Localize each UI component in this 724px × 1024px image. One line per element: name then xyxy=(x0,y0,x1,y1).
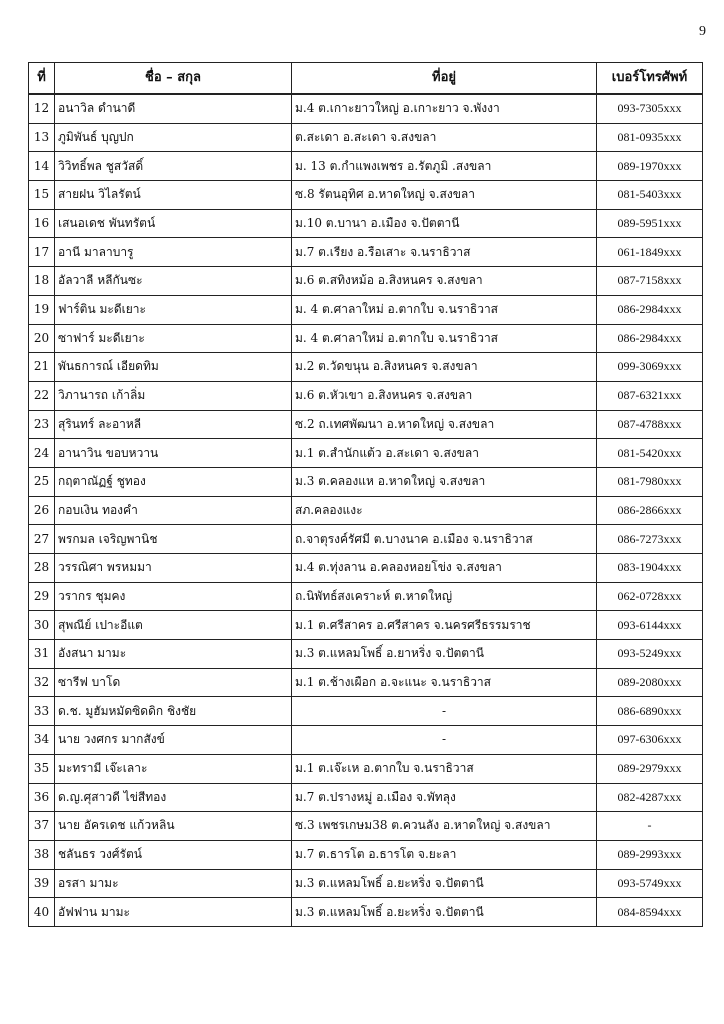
row-phone: 087-7158xxx xyxy=(597,267,703,296)
table-row xyxy=(29,840,703,869)
table-row xyxy=(29,238,703,267)
row-number: 33 xyxy=(29,697,55,726)
row-number: 26 xyxy=(29,496,55,525)
row-name: อัฟฟาน มามะ xyxy=(55,898,292,927)
row-phone: 089-5951xxx xyxy=(597,209,703,238)
row-name: นาย อัครเดช แก้วหลิน xyxy=(55,812,292,841)
row-address: สภ.คลองแงะ xyxy=(292,496,597,525)
row-address: ม. 4 ต.ศาลาใหม่ อ.ตากใบ จ.นราธิวาส xyxy=(292,324,597,353)
row-name: อัลวาลี หลีกันซะ xyxy=(55,267,292,296)
table-row xyxy=(29,697,703,726)
row-number: 40 xyxy=(29,898,55,927)
row-address: ซ.8 รัตนอุทิศ อ.หาดใหญ่ จ.สงขลา xyxy=(292,181,597,210)
row-phone: 089-2979xxx xyxy=(597,754,703,783)
row-phone: 081-5403xxx xyxy=(597,181,703,210)
table-row xyxy=(29,324,703,353)
row-address: ม.3 ต.คลองแห อ.หาดใหญ่ จ.สงขลา xyxy=(292,467,597,496)
row-name: ซารีฟ บาโด xyxy=(55,668,292,697)
row-name: พรกมล เจริญพานิช xyxy=(55,525,292,554)
row-name: ฟาร์ติน มะดีเยาะ xyxy=(55,295,292,324)
row-number: 16 xyxy=(29,209,55,238)
table-row xyxy=(29,640,703,669)
row-number: 17 xyxy=(29,238,55,267)
row-number: 18 xyxy=(29,267,55,296)
row-number: 32 xyxy=(29,668,55,697)
row-number: 34 xyxy=(29,726,55,755)
table-row xyxy=(29,123,703,152)
table-row xyxy=(29,381,703,410)
row-name: วรากร ชุมคง xyxy=(55,582,292,611)
row-phone: 081-0935xxx xyxy=(597,123,703,152)
table-row xyxy=(29,611,703,640)
row-name: ด.ช. มูฮัมหมัดซิดดิก ชิงชัย xyxy=(55,697,292,726)
row-phone: 081-5420xxx xyxy=(597,439,703,468)
table-row xyxy=(29,439,703,468)
row-address: ม.10 ต.บานา อ.เมือง จ.ปัตตานี xyxy=(292,209,597,238)
row-phone: 082-4287xxx xyxy=(597,783,703,812)
row-name: พันธการณ์ เอียดทิม xyxy=(55,353,292,382)
row-number: 21 xyxy=(29,353,55,382)
row-address: ซ.3 เพชรเกษม38 ต.ควนลัง อ.หาดใหญ่ จ.สงขลา xyxy=(292,812,597,841)
table-row xyxy=(29,94,703,123)
row-address: ม.2 ต.วัดขนุน อ.สิงหนคร จ.สงขลา xyxy=(292,353,597,382)
row-address: ถ.นิพัทธ์สงเคราะห์ ต.หาดใหญ่ xyxy=(292,582,597,611)
row-number: 35 xyxy=(29,754,55,783)
row-name: กอบเงิน ทองคำ xyxy=(55,496,292,525)
contact-table xyxy=(28,62,703,927)
row-number: 15 xyxy=(29,181,55,210)
table-row xyxy=(29,754,703,783)
row-address: ซ.2 ถ.เทศพัฒนา อ.หาดใหญ่ จ.สงขลา xyxy=(292,410,597,439)
row-name: อังสนา มามะ xyxy=(55,640,292,669)
row-phone: 089-1970xxx xyxy=(597,152,703,181)
row-address: ม.7 ต.ปรางหมู่ อ.เมือง จ.พัทลุง xyxy=(292,783,597,812)
column-header-no: ที่ xyxy=(29,63,55,95)
row-phone: 093-5249xxx xyxy=(597,640,703,669)
row-number: 38 xyxy=(29,840,55,869)
row-number: 37 xyxy=(29,812,55,841)
row-number: 27 xyxy=(29,525,55,554)
row-number: 25 xyxy=(29,467,55,496)
table-row xyxy=(29,181,703,210)
row-phone: 093-6144xxx xyxy=(597,611,703,640)
row-name: อนาวิล ดำนาดี xyxy=(55,94,292,123)
row-phone: 089-2080xxx xyxy=(597,668,703,697)
row-address: ม.6 ต.สทิงหม้อ อ.สิงหนคร จ.สงขลา xyxy=(292,267,597,296)
column-header-name: ชื่อ – สกุล xyxy=(55,63,292,95)
row-phone: - xyxy=(597,812,703,841)
table-row xyxy=(29,152,703,181)
row-name: วิวิทธิ์พล ชูสวัสดิ์ xyxy=(55,152,292,181)
row-phone: 083-1904xxx xyxy=(597,554,703,583)
row-name: ชลันธร วงศ์รัตน์ xyxy=(55,840,292,869)
row-phone: 061-1849xxx xyxy=(597,238,703,267)
table-row xyxy=(29,726,703,755)
row-number: 30 xyxy=(29,611,55,640)
column-header-phone: เบอร์โทรศัพท์ xyxy=(597,63,703,95)
row-number: 23 xyxy=(29,410,55,439)
table-row xyxy=(29,295,703,324)
row-number: 22 xyxy=(29,381,55,410)
row-number: 28 xyxy=(29,554,55,583)
table-header-row xyxy=(29,63,703,95)
row-number: 29 xyxy=(29,582,55,611)
table-row xyxy=(29,467,703,496)
row-name: ซาฟาร์ มะดีเยาะ xyxy=(55,324,292,353)
row-address: ม.1 ต.ศรีสาคร อ.ศรีสาคร จ.นครศรีธรรมราช xyxy=(292,611,597,640)
table-row xyxy=(29,898,703,927)
row-phone: 086-2984xxx xyxy=(597,295,703,324)
table-row xyxy=(29,869,703,898)
row-name: อานี มาลาบารู xyxy=(55,238,292,267)
table-body xyxy=(29,94,703,926)
row-address: ม.3 ต.แหลมโพธิ์ อ.ยะหริ่ง จ.ปัตตานี xyxy=(292,898,597,927)
row-number: 13 xyxy=(29,123,55,152)
row-address: ม.1 ต.สำนักแต้ว อ.สะเดา จ.สงขลา xyxy=(292,439,597,468)
page-number: 9 xyxy=(699,24,706,39)
row-phone: 087-4788xxx xyxy=(597,410,703,439)
row-number: 19 xyxy=(29,295,55,324)
row-number: 39 xyxy=(29,869,55,898)
row-number: 14 xyxy=(29,152,55,181)
table-row xyxy=(29,812,703,841)
table-row xyxy=(29,267,703,296)
row-name: สุรินทร์ ละอาหลี xyxy=(55,410,292,439)
row-address: ม.4 ต.ทุ่งลาน อ.คลองหอยโข่ง จ.สงขลา xyxy=(292,554,597,583)
row-address: ม. 13 ต.กำแพงเพชร อ.รัตภูมิ .สงขลา xyxy=(292,152,597,181)
row-number: 20 xyxy=(29,324,55,353)
row-name: นาย วงศกร มากสังข์ xyxy=(55,726,292,755)
row-name: ด.ญ.ศุสาวดี ไข่สีทอง xyxy=(55,783,292,812)
row-address: ม.3 ต.แหลมโพธิ์ อ.ยาหริ่ง จ.ปัตตานี xyxy=(292,640,597,669)
row-address: ม.1 ต.ช้างเผือก อ.จะแนะ จ.นราธิวาส xyxy=(292,668,597,697)
row-phone: 084-8594xxx xyxy=(597,898,703,927)
row-address: ต.สะเดา อ.สะเดา จ.สงขลา xyxy=(292,123,597,152)
table-row xyxy=(29,668,703,697)
table-row xyxy=(29,582,703,611)
row-phone: 086-2866xxx xyxy=(597,496,703,525)
row-phone: 086-2984xxx xyxy=(597,324,703,353)
column-header-address: ที่อยู่ xyxy=(292,63,597,95)
row-phone: 099-3069xxx xyxy=(597,353,703,382)
row-address: ม.4 ต.เกาะยาวใหญ่ อ.เกาะยาว จ.พังงา xyxy=(292,94,597,123)
row-phone: 086-7273xxx xyxy=(597,525,703,554)
row-name: วิภานารถ เก้าลิ่ม xyxy=(55,381,292,410)
table-row xyxy=(29,410,703,439)
row-address: ถ.จาตุรงค์รัศมี ต.บางนาค อ.เมือง จ.นราธิวาส xyxy=(292,525,597,554)
row-phone: 097-6306xxx xyxy=(597,726,703,755)
row-name: มะทรามี เจ๊ะเลาะ xyxy=(55,754,292,783)
row-name: สุพณีย์ เปาะอีแต xyxy=(55,611,292,640)
row-name: เสนอเดช พันทรัตน์ xyxy=(55,209,292,238)
row-address: ม.3 ต.แหลมโพธิ์ อ.ยะหริ่ง จ.ปัตตานี xyxy=(292,869,597,898)
table-row xyxy=(29,496,703,525)
row-address: ม.7 ต.เรียง อ.รือเสาะ จ.นราธิวาส xyxy=(292,238,597,267)
row-phone: 062-0728xxx xyxy=(597,582,703,611)
row-phone: 087-6321xxx xyxy=(597,381,703,410)
table-row xyxy=(29,783,703,812)
table-row xyxy=(29,554,703,583)
table-row xyxy=(29,353,703,382)
row-name: อานาวิน ขอบหวาน xyxy=(55,439,292,468)
row-address: ม.6 ต.หัวเขา อ.สิงหนคร จ.สงขลา xyxy=(292,381,597,410)
row-name: วรรณิศา พรหมมา xyxy=(55,554,292,583)
row-phone: 081-7980xxx xyxy=(597,467,703,496)
row-address: ม.7 ต.ธารโต อ.ธารโต จ.ยะลา xyxy=(292,840,597,869)
row-phone: 093-7305xxx xyxy=(597,94,703,123)
row-name: ภูมิพันธ์ บุญปก xyxy=(55,123,292,152)
row-number: 24 xyxy=(29,439,55,468)
row-name: สายฝน วิไลรัตน์ xyxy=(55,181,292,210)
row-name: กฤตาณัฏฐ์ ชูทอง xyxy=(55,467,292,496)
table-row xyxy=(29,209,703,238)
row-phone: 086-6890xxx xyxy=(597,697,703,726)
row-number: 31 xyxy=(29,640,55,669)
table-row xyxy=(29,525,703,554)
row-phone: 089-2993xxx xyxy=(597,840,703,869)
row-address: - xyxy=(292,697,597,726)
row-number: 36 xyxy=(29,783,55,812)
row-address: - xyxy=(292,726,597,755)
row-address: ม.1 ต.เจ๊ะเห อ.ตากใบ จ.นราธิวาส xyxy=(292,754,597,783)
row-address: ม. 4 ต.ศาลาใหม่ อ.ตากใบ จ.นราธิวาส xyxy=(292,295,597,324)
row-name: อรสา มามะ xyxy=(55,869,292,898)
row-phone: 093-5749xxx xyxy=(597,869,703,898)
row-number: 12 xyxy=(29,94,55,123)
